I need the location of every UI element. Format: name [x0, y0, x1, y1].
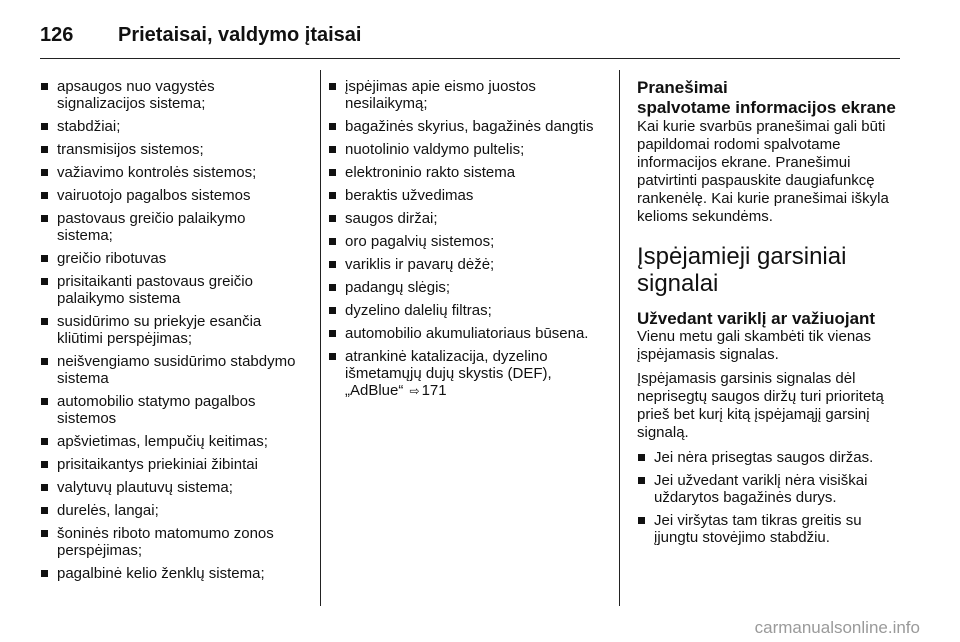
page-title: Prietaisai, valdymo įtaisai: [118, 23, 362, 46]
subheading-starting-driving: Užvedant variklį ar važiuojant: [637, 309, 876, 328]
list-item: saugos diržai;: [328, 210, 594, 227]
list-item: nuotolinio valdymo pultelis;: [328, 141, 594, 158]
paragraph-seatbelt-priority: Įspėjamasis garsinis signalas dėl neprisegtų saugos diržų turi prioritetą prieš bet kurį kitą įspėjamąjį garsinį signalą.: [637, 370, 884, 441]
list-item: oro pagalvių sistemos;: [328, 233, 594, 250]
list-item: transmisijos sistemos;: [40, 141, 302, 158]
list-item: vairuotojo pagalbos sistemos: [40, 187, 302, 204]
chime-conditions-list: [637, 449, 905, 546]
watermark: carmanualsonline.info: [754, 618, 920, 637]
section-title-line-2: spalvotame informacijos ekrane: [637, 98, 896, 117]
page-header: [40, 20, 361, 50]
list-item: neišvengiamo susidūrimo stabdymo sistema: [40, 353, 302, 387]
page-reference-link[interactable]: 171: [421, 382, 447, 399]
list-item: prisitaikantys priekiniai žibintai: [40, 456, 302, 473]
list-item: apsaugos nuo vagystės signalizacijos sistema;: [40, 78, 302, 112]
list-item: Jei viršytas tam tikras greitis su įjungtu stovėjimo stabdžiu.: [637, 512, 905, 546]
section-title-messages: [637, 78, 905, 118]
heading-warning-chimes: [637, 243, 905, 297]
right-column: [637, 78, 905, 552]
column-divider-1: [320, 70, 321, 606]
list-item: pagalbinė kelio ženklų sistema;: [40, 565, 302, 582]
header-divider: [40, 58, 900, 59]
list-item: įspėjimas apie eismo juostos nesilaikymą;: [328, 78, 594, 112]
heading-line-2: signalai: [637, 270, 719, 297]
middle-column: [328, 78, 594, 406]
list-item: apšvietimas, lempučių keitimas;: [40, 433, 302, 450]
page-reference-arrow-icon: ⇨: [409, 384, 420, 398]
left-column: [40, 78, 302, 588]
section-title-line-1: Pranešimai: [637, 78, 728, 97]
adblue-text: atrankinė katalizacija, dyzelino išmetamųjų dujų skystis (DEF), „AdBlue“: [345, 348, 552, 399]
list-item: greičio ribotuvas: [40, 250, 302, 267]
list-item: bagažinės skyrius, bagažinės dangtis: [328, 118, 594, 135]
list-item: stabdžiai;: [40, 118, 302, 135]
list-item: Jei užvedant variklį nėra visiškai uždarytos bagažinės durys.: [637, 472, 905, 506]
list-item: automobilio statymo pagalbos sistemos: [40, 393, 302, 427]
list-item: Jei nėra prisegtas saugos diržas.: [637, 449, 905, 466]
paragraph-one-chime: Vienu metu gali skambėti tik vienas įspėjamasis signalas.: [637, 328, 872, 363]
list-item: variklis ir pavarų dėžė;: [328, 256, 594, 273]
left-bullet-list: [40, 78, 302, 582]
list-item: durelės, langai;: [40, 502, 302, 519]
list-item: automobilio akumuliatoriaus būsena.: [328, 325, 594, 342]
middle-bullet-list: [328, 78, 594, 400]
list-item: valytuvų plautuvų sistema;: [40, 479, 302, 496]
list-item-adblue: [328, 348, 594, 400]
column-divider-2: [619, 70, 620, 606]
list-item: prisitaikanti pastovaus greičio palaikymo sistema: [40, 273, 302, 307]
list-item: pastovaus greičio palaikymo sistema;: [40, 210, 302, 244]
list-item: dyzelino dalelių filtras;: [328, 302, 594, 319]
list-item: beraktis užvedimas: [328, 187, 594, 204]
list-item: šoninės riboto matomumo zonos perspėjimas;: [40, 525, 302, 559]
list-item: elektroninio rakto sistema: [328, 164, 594, 181]
intro-paragraph: Kai kurie svarbūs pranešimai gali būti papildomai rodomi spalvotame informacijos ekrane. Pranešimui patvirtinti paspauskite daugiafunkcę rankenėlę. Kai kurie pranešimai iškyla kelioms sekundėms.: [637, 118, 889, 225]
list-item: padangų slėgis;: [328, 279, 594, 296]
list-item: susidūrimo su priekyje esančia kliūtimi perspėjimas;: [40, 313, 302, 347]
page-number: 126: [40, 23, 74, 46]
list-item: važiavimo kontrolės sistemos;: [40, 164, 302, 181]
heading-line-1: Įspėjamieji garsiniai: [637, 243, 847, 270]
